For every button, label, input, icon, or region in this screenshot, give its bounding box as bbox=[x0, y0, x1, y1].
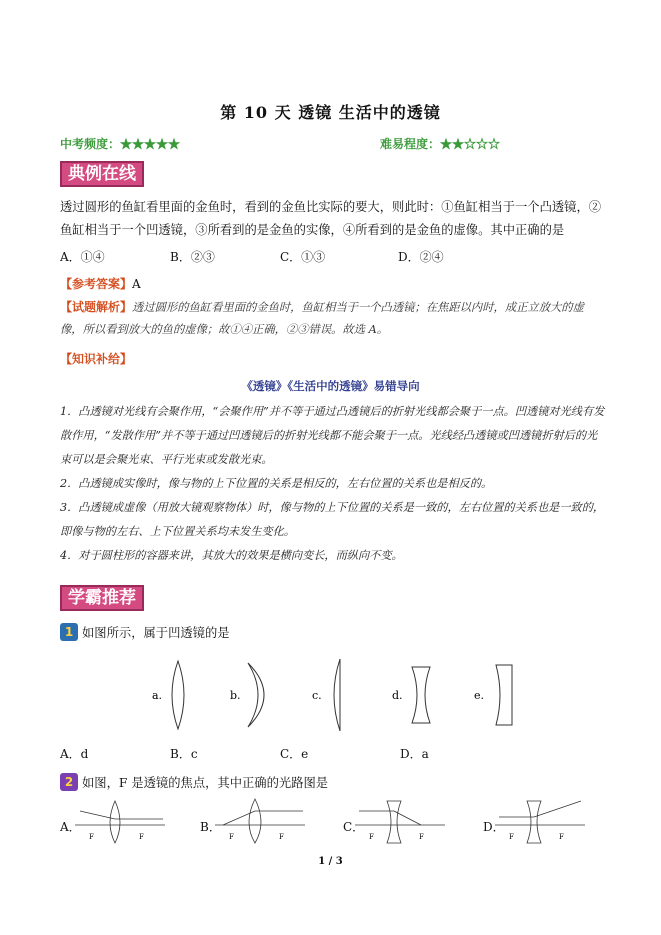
difficulty-label: 难易程度： bbox=[380, 137, 441, 151]
q2-option-a: A．d bbox=[60, 747, 89, 761]
lens-e-shape bbox=[496, 665, 512, 725]
option-d: D．②④ bbox=[398, 250, 444, 264]
ray-diagram-d bbox=[495, 795, 585, 845]
q3-option-c: C． bbox=[343, 820, 365, 834]
section-banner-examples: 典例在线 bbox=[60, 161, 144, 187]
frequency-label: 中考频度： bbox=[60, 137, 121, 151]
focus-label-d2: F bbox=[559, 833, 564, 841]
analysis-text: 透过圆形的鱼缸看里面的金鱼时，鱼缸相当于一个凸透镜；在焦距以内时，成正立放大的虚像，所以看到放大的鱼的虚像；故①④正确，②③错误。故选 A。 bbox=[60, 301, 584, 336]
ray-diagram-a bbox=[75, 795, 165, 845]
ray-diagram-b bbox=[215, 795, 305, 845]
focus-label-c2: F bbox=[419, 833, 424, 841]
question-1-options bbox=[60, 248, 620, 266]
knowledge-item-3: 3．凸透镜成虚像（用放大镜观察物体）时，像与物的上下位置的关系是一致的，左右位置的关系也是一致的，即像与物的左右、上下位置关系均未发生变化。 bbox=[60, 501, 605, 538]
lens-a-shape bbox=[172, 661, 184, 729]
lens-d-shape bbox=[412, 667, 430, 723]
frequency-rating bbox=[60, 135, 180, 152]
knowledge-item-1: 1．凸透镜对光线有会聚作用，“会聚作用”并不等于通过凸透镜后的折射光线都会聚于一点。凹透镜对光线有发散作用，“发散作用”并不等于通过凹透镜后的折射光线都不能会聚于一点。光线经凸透镜或凹透镜折射后的光束可以是会聚光束、平行光束或发散光束。 bbox=[60, 405, 605, 466]
lens-b-shape bbox=[248, 663, 264, 727]
page-title: 第 10 天 透镜 生活中的透镜 bbox=[220, 103, 441, 122]
lens-label-b: b. bbox=[230, 689, 241, 702]
focus-label-c1: F bbox=[369, 833, 374, 841]
knowledge-label: 【知识补给】 bbox=[60, 352, 133, 366]
focus-label-b1: F bbox=[229, 833, 234, 841]
answer-label: 【参考答案】 bbox=[60, 277, 133, 291]
lens-label-d: d. bbox=[392, 689, 403, 702]
answer-value: A bbox=[132, 277, 141, 291]
q3-option-d: D． bbox=[483, 820, 505, 834]
knowledge-subtitle: 《透镜》《生活中的透镜》易错导向 bbox=[241, 379, 420, 393]
focus-label-a1: F bbox=[89, 833, 94, 841]
question-1-text: 透过圆形的鱼缸看里面的金鱼时，看到的金鱼比实际的要大，则此时：①鱼缸相当于一个凸透镜，②鱼缸相当于一个凹透镜，③所看到的是金鱼的实像，④所看到的是金鱼的虚像。其中正确的是 bbox=[60, 200, 602, 237]
q3-option-b: B． bbox=[200, 820, 221, 834]
analysis-block bbox=[60, 296, 605, 341]
ray-diagram-c bbox=[355, 795, 445, 845]
option-a: A．①④ bbox=[60, 250, 105, 264]
focus-label-d1: F bbox=[509, 833, 514, 841]
lens-label-c: c. bbox=[312, 689, 322, 702]
answer-line bbox=[60, 275, 141, 292]
question-2-options bbox=[60, 745, 620, 763]
focus-label-b2: F bbox=[279, 833, 284, 841]
option-b: B．②③ bbox=[170, 250, 215, 264]
lens-c-shape bbox=[334, 659, 340, 731]
knowledge-list bbox=[60, 400, 605, 568]
frequency-stars: ★★★★★ bbox=[120, 137, 181, 151]
option-c: C．①③ bbox=[280, 250, 326, 264]
lens-shapes-figure bbox=[140, 655, 540, 735]
page-number: 1 / 3 bbox=[318, 856, 343, 867]
knowledge-item-4: 4．对于圆柱形的容器来讲，其放大的效果是横向变长，而纵向不变。 bbox=[60, 549, 403, 562]
question-3-stem bbox=[60, 773, 328, 791]
lens-label-e: e. bbox=[474, 689, 485, 702]
difficulty-stars: ★★☆☆☆ bbox=[440, 137, 501, 151]
q2-option-d: D．a bbox=[400, 747, 429, 761]
section-banner-recommend: 学霸推荐 bbox=[60, 585, 144, 611]
q2-option-b: B．c bbox=[170, 747, 198, 761]
knowledge-item-2: 2．凸透镜成实像时，像与物的上下位置的关系是相反的，左右位置的关系也是相反的。 bbox=[60, 477, 493, 490]
question-3-text: 如图，F 是透镜的焦点，其中正确的光路图是 bbox=[82, 776, 329, 790]
q2-option-c: C．e bbox=[280, 747, 309, 761]
focus-label-a2: F bbox=[139, 833, 144, 841]
question-number-icon: 2 bbox=[60, 773, 78, 791]
lens-label-a: a. bbox=[152, 689, 163, 702]
q3-option-a: A． bbox=[60, 820, 81, 834]
question-2-stem bbox=[60, 623, 230, 641]
difficulty-rating bbox=[380, 135, 500, 152]
analysis-label: 【试题解析】 bbox=[60, 300, 133, 314]
question-number-icon: 1 bbox=[60, 623, 78, 641]
question-2-text: 如图所示，属于凹透镜的是 bbox=[82, 626, 230, 640]
